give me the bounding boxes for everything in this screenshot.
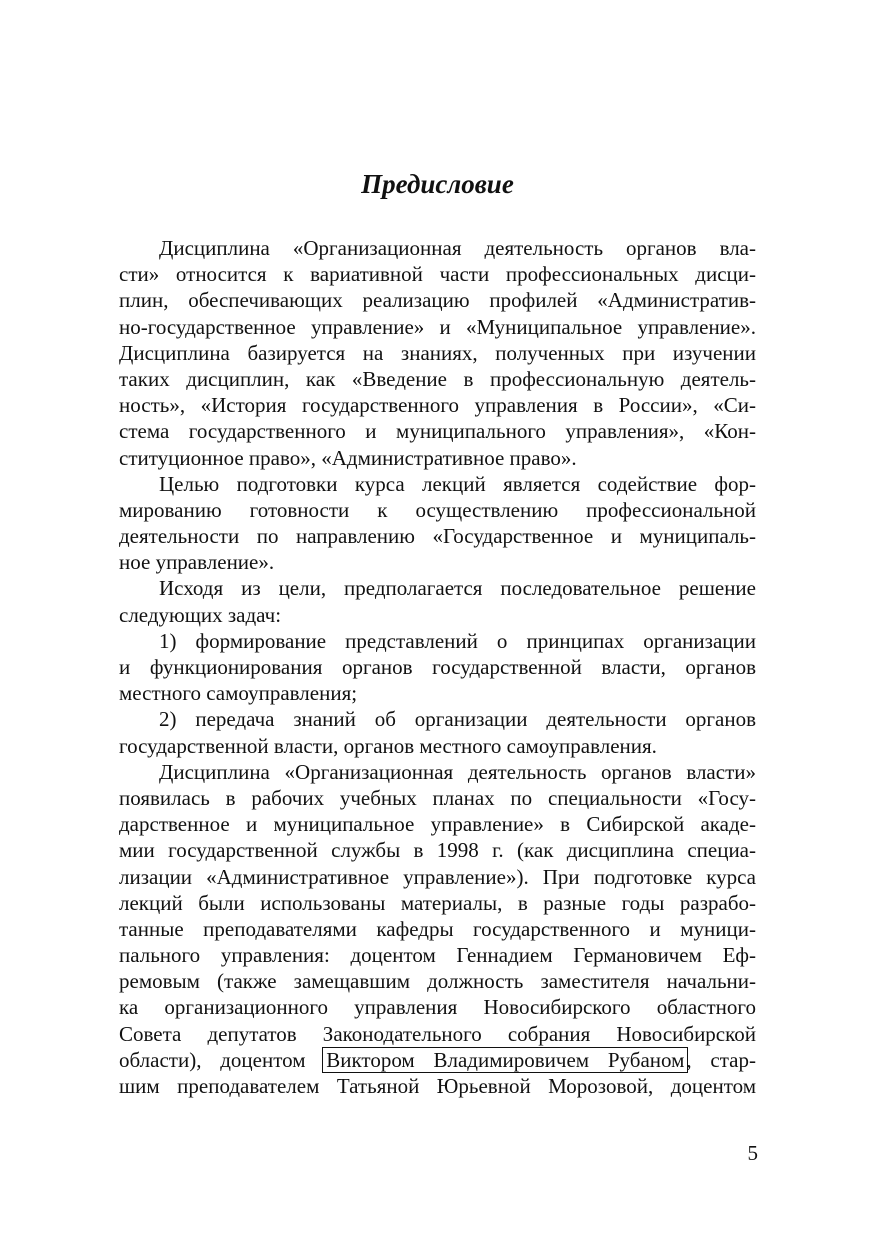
text-line: лизации «Административное управление»). При подготовке курса bbox=[119, 864, 756, 889]
text-line: Целью подготовки курса лекций является содействие фор- bbox=[159, 471, 756, 496]
text-line: появилась в рабочих учебных планах по специальности «Госу- bbox=[119, 785, 756, 810]
text-line: Дисциплина «Организационная деятельность органов власти» bbox=[159, 759, 756, 784]
text-line: ное управление». bbox=[119, 550, 275, 575]
text-line: ремовым (также замещавшим должность заместителя начальни- bbox=[119, 969, 756, 994]
line-text-after: , стар- bbox=[686, 1047, 756, 1072]
text-line: мированию готовности к осуществлению профессиональной bbox=[119, 497, 756, 522]
text-line: плин, обеспечивающих реализацию профилей «Административ- bbox=[119, 288, 756, 313]
text-line: следующих задач: bbox=[119, 602, 282, 627]
page-number: 5 bbox=[747, 1141, 758, 1165]
text-line: мии государственной службы в 1998 г. (как дисциплина специа- bbox=[119, 838, 756, 863]
list-item-line: и функционирования органов государственной власти, органов bbox=[119, 655, 756, 679]
list-item-line: государственной власти, органов местного самоуправления. bbox=[119, 733, 657, 758]
body-text bbox=[119, 235, 756, 1099]
list-item-line: 2) передача знаний об организации деятельности органов bbox=[159, 707, 756, 732]
text-line: сти» относится к вариативной части профессиональных дисци- bbox=[119, 262, 756, 287]
list-item-line: местного самоуправления; bbox=[119, 681, 358, 706]
highlighted-name-box: Виктором Владимировичем Рубаном bbox=[322, 1047, 688, 1073]
text-line: ституционное право», «Административное право». bbox=[119, 445, 577, 470]
page-title: Предисловие bbox=[361, 169, 514, 199]
text-line: Совета депутатов Законодательного собрания Новосибирской bbox=[119, 1021, 756, 1046]
text-line: стема государственного и муниципального управления», «Кон- bbox=[119, 419, 756, 444]
text-line: лекций были использованы материалы, в разные годы разрабо- bbox=[119, 890, 756, 915]
text-line: деятельности по направлению «Государственное и муниципаль- bbox=[119, 524, 756, 549]
text-line: ность», «История государственного управления в России», «Си- bbox=[119, 393, 756, 418]
text-line: Исходя из цели, предполагается последовательное решение bbox=[159, 576, 756, 601]
text-line: таких дисциплин, как «Введение в профессиональную деятель- bbox=[119, 366, 756, 391]
text-line: дарственное и муниципальное управление» в Сибирской акаде- bbox=[119, 812, 756, 837]
text-line: Дисциплина базируется на знаниях, полученных при изучении bbox=[119, 340, 756, 365]
text-line-with-highlight bbox=[119, 1047, 756, 1073]
text-line: шим преподавателем Татьяной Юрьевной Морозовой, доцентом bbox=[119, 1074, 756, 1098]
text-line: ка организационного управления Новосибирского областного bbox=[119, 995, 756, 1020]
text-line: танные преподавателями кафедры государственного и муници- bbox=[119, 916, 756, 941]
line-text-before: области), доцентом bbox=[119, 1047, 325, 1072]
text-line: но-государственное управление» и «Муниципальное управление». bbox=[119, 314, 756, 339]
text-line: Дисциплина «Организационная деятельность органов вла- bbox=[159, 236, 756, 260]
text-line: пального управления: доцентом Геннадием Германовичем Еф- bbox=[119, 943, 756, 968]
list-item-line: 1) формирование представлений о принципах организации bbox=[159, 628, 756, 653]
